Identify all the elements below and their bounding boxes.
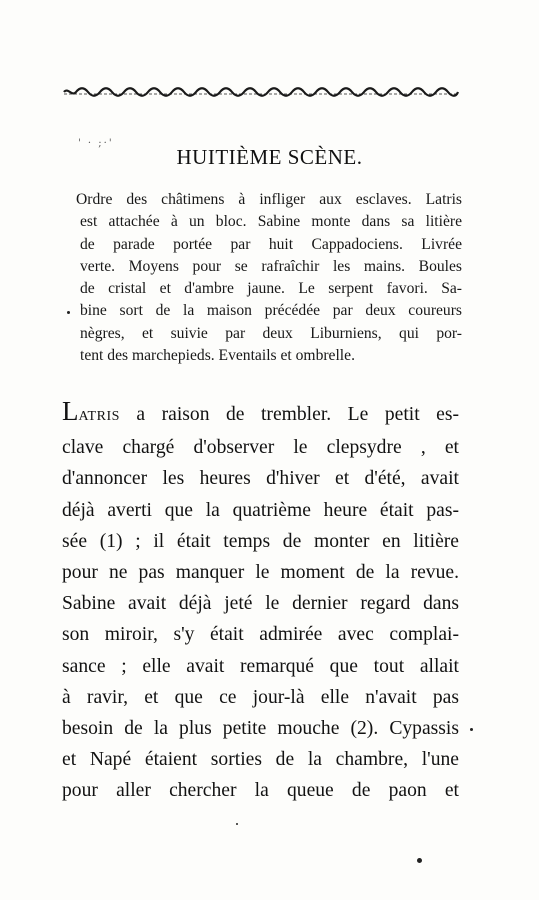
body-line: d'annoncer les heures d'hiver et d'été, avait <box>62 468 459 490</box>
body-line: son miroir, s'y était admirée avec complai- <box>62 624 459 646</box>
stray-print-marks: ' · ;·' <box>78 138 114 149</box>
body-line: pour aller chercher la queue de paon et <box>62 780 459 802</box>
body-line: sée (1) ; il était temps de monter en litière <box>62 530 459 552</box>
body-line-first-text: a raison de trembler. Le petit es- <box>119 404 459 425</box>
summary-line: de cristal et d'ambre jaune. Le serpent favori. Sa- <box>80 280 462 298</box>
body-line-first <box>62 396 459 432</box>
body-line: Sabine avait déjà jeté le dernier regard dans <box>62 593 459 615</box>
body-line: pour ne pas manquer le moment de la revue. <box>62 562 459 584</box>
body-line: sance ; elle avait remarqué que tout allait <box>62 655 459 677</box>
summary-line: de parade portée par huit Cappadociens. Livrée <box>80 235 462 253</box>
summary-line: verte. Moyens pour se rafraîchir les mains. Boules <box>80 257 462 275</box>
ink-speck <box>236 823 238 825</box>
scene-summary <box>78 189 462 367</box>
summary-line: Ordre des châtimens à infliger aux esclaves. Latris <box>76 191 462 208</box>
ink-speck <box>470 728 473 731</box>
body-line: déjà averti que la quatrième heure était pas- <box>62 499 459 521</box>
summary-line: est attachée à un bloc. Sabine monte dans sa litière <box>80 213 462 231</box>
ornamental-rule <box>62 85 459 99</box>
body-text <box>62 396 459 807</box>
initial-letter: L <box>62 396 79 426</box>
body-line: et Napé étaient sorties de la chambre, l'une <box>62 749 459 771</box>
initial-word-rest: ATRIS <box>78 409 120 424</box>
ink-speck <box>67 311 70 314</box>
summary-line: nègres, et suivie par deux Liburniens, qui por- <box>80 324 462 342</box>
scene-title: HUITIÈME SCÈNE. <box>176 145 363 169</box>
ink-speck <box>417 858 422 863</box>
summary-line: tent des marchepieds. Eventails et ombrelle. <box>80 347 355 365</box>
summary-line: bine sort de la maison précédée par deux coureurs <box>80 302 462 320</box>
body-line: à ravir, et que ce jour-là elle n'avait pas <box>62 686 459 708</box>
body-line: clave chargé d'observer le clepsydre , et <box>62 437 459 459</box>
body-line: besoin de la plus petite mouche (2). Cypassis <box>62 718 459 740</box>
